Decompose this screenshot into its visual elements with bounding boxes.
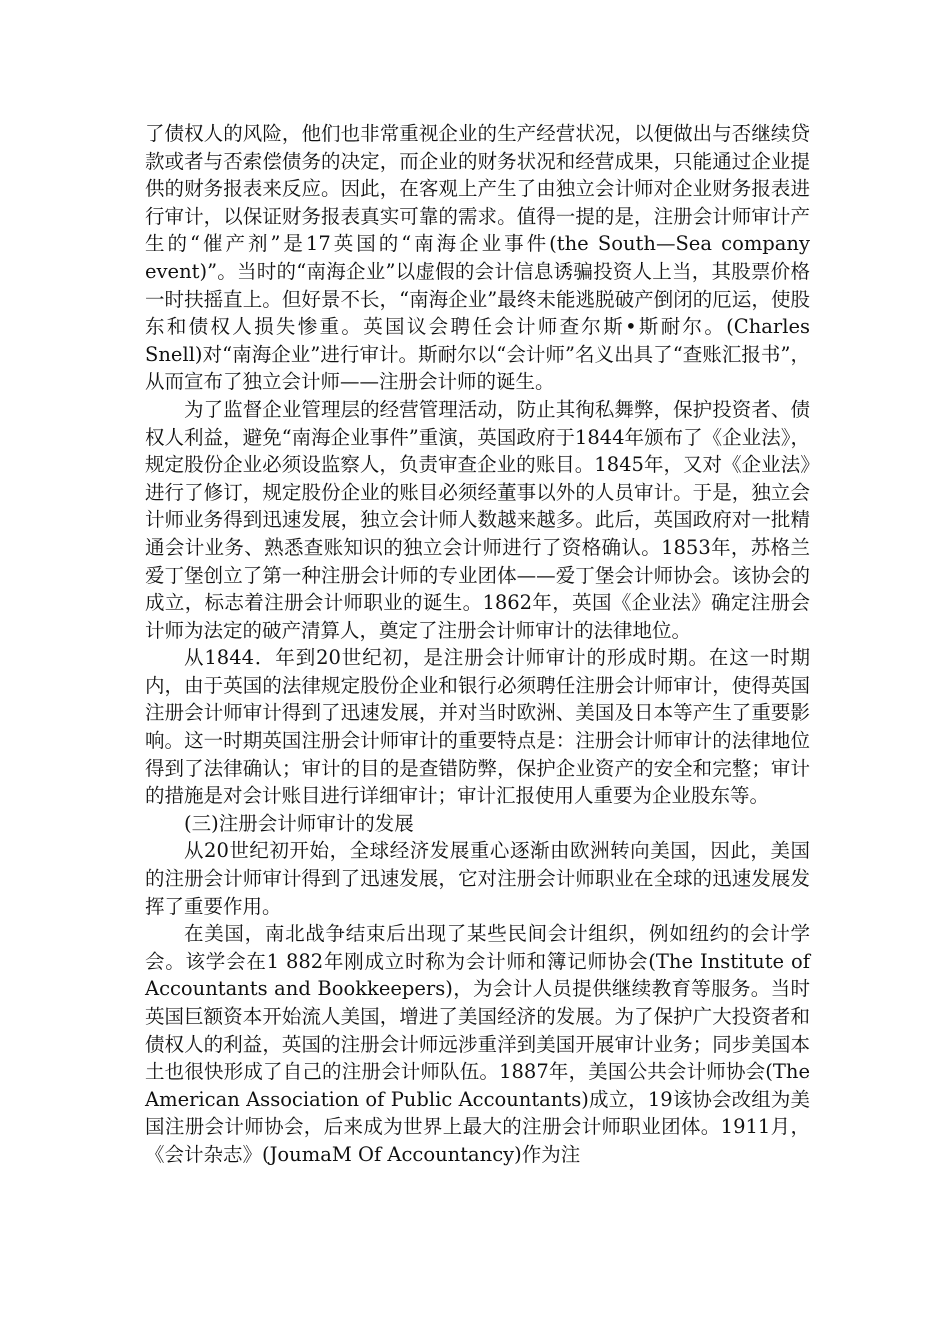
document-page xyxy=(145,120,810,1169)
paragraph-2: 为了监督企业管理层的经营管理活动，防止其徇私舞弊，保护投资者、债权人利益，避免“南海企业事件”重演，英国政府于1844年颁布了《企业法》，规定股份企业必须设监察人，负责审查企业的账目。1845年，又对《企业法》进行了修订，规定股份企业的账目必须经董事以外的人员审计。于是，独立会计师业务得到迅速发展，独立会计师人数越来越多。此后，英国政府对一批精通会计业务、熟悉查账知识的独立会计师进行了资格确认。1853年，苏格兰爱丁堡创立了第一种注册会计师的专业团体——爱丁堡会计师协会。该协会的成立，标志着注册会计师职业的诞生。1862年，英国《企业法》确定注册会计师为法定的破产清算人，奠定了注册会计师审计的法律地位。 xyxy=(145,397,810,642)
paragraph-4: 从20世纪初开始，全球经济发展重心逐渐由欧洲转向美国，因此，美国的注册会计师审计得到了迅速发展，它对注册会计师职业在全球的迅速发展发挥了重要作用。 xyxy=(145,839,810,918)
section-heading: (三)注册会计师审计的发展 xyxy=(184,811,414,835)
paragraph-1: 了债权人的风险，他们也非常重视企业的生产经营状况，以便做出与否继续贷款或者与否索偿债务的决定，而企业的财务状况和经营成果，只能通过企业提供的财务报表来反应。因此，在客观上产生了由独立会计师对企业财务报表进行审计，以保证财务报表真实可靠的需求。值得一提的是，注册会计师审计产生的“催产剂”是17英国的“南海企业事件(the South—Sea company event)”。当时的“南海企业”以虚假的会计信息诱骗投资人上当，其股票价格一时扶摇直上。但好景不长，“南海企业”最终未能逃脱破产倒闭的厄运，使股东和债权人损失惨重。英国议会聘任会计师查尔斯•斯耐尔。(Charles Snell)对“南海企业”进行审计。斯耐尔以“会计师”名义出具了“查账汇报书”，从而宣布了独立会计师——注册会计师的诞生。 xyxy=(145,122,810,394)
paragraph-5: 在美国，南北战争结束后出现了某些民间会计组织，例如纽约的会计学会。该学会在1 882年刚成立时称为会计师和簿记师协会(The Institute of Accountants and Bookkeepers)，为会计人员提供继续教育等服务。当时英国巨额资本开始流人美国，增进了美国经济的发展。为了保护广大投资者和债权人的利益，英国的注册会计师远涉重洋到美国开展审计业务；同步美国本土也很快形成了自己的注册会计师队伍。1887年，美国公共会计师协会(The American Association of Public Accountants)成立，19该协会改组为美国注册会计师协会，后来成为世界上最大的注册会计师职业团体。1911月，《会计杂志》(JoumaM Of Accountancy)作为注 xyxy=(145,922,810,1166)
paragraph-3: 从1844．年到20世纪初，是注册会计师审计的形成时期。在这一时期内，由于英国的法律规定股份企业和银行必须聘任注册会计师审计，使得英国注册会计师审计得到了迅速发展，并对当时欧洲、美国及日本等产生了重要影响。这一时期英国注册会计师审计的重要特点是：注册会计师审计的法律地位得到了法律确认；审计的目的是查错防弊，保护企业资产的安全和完整；审计的措施是对会计账目进行详细审计；审计汇报使用人重要为企业股东等。 xyxy=(145,646,810,808)
